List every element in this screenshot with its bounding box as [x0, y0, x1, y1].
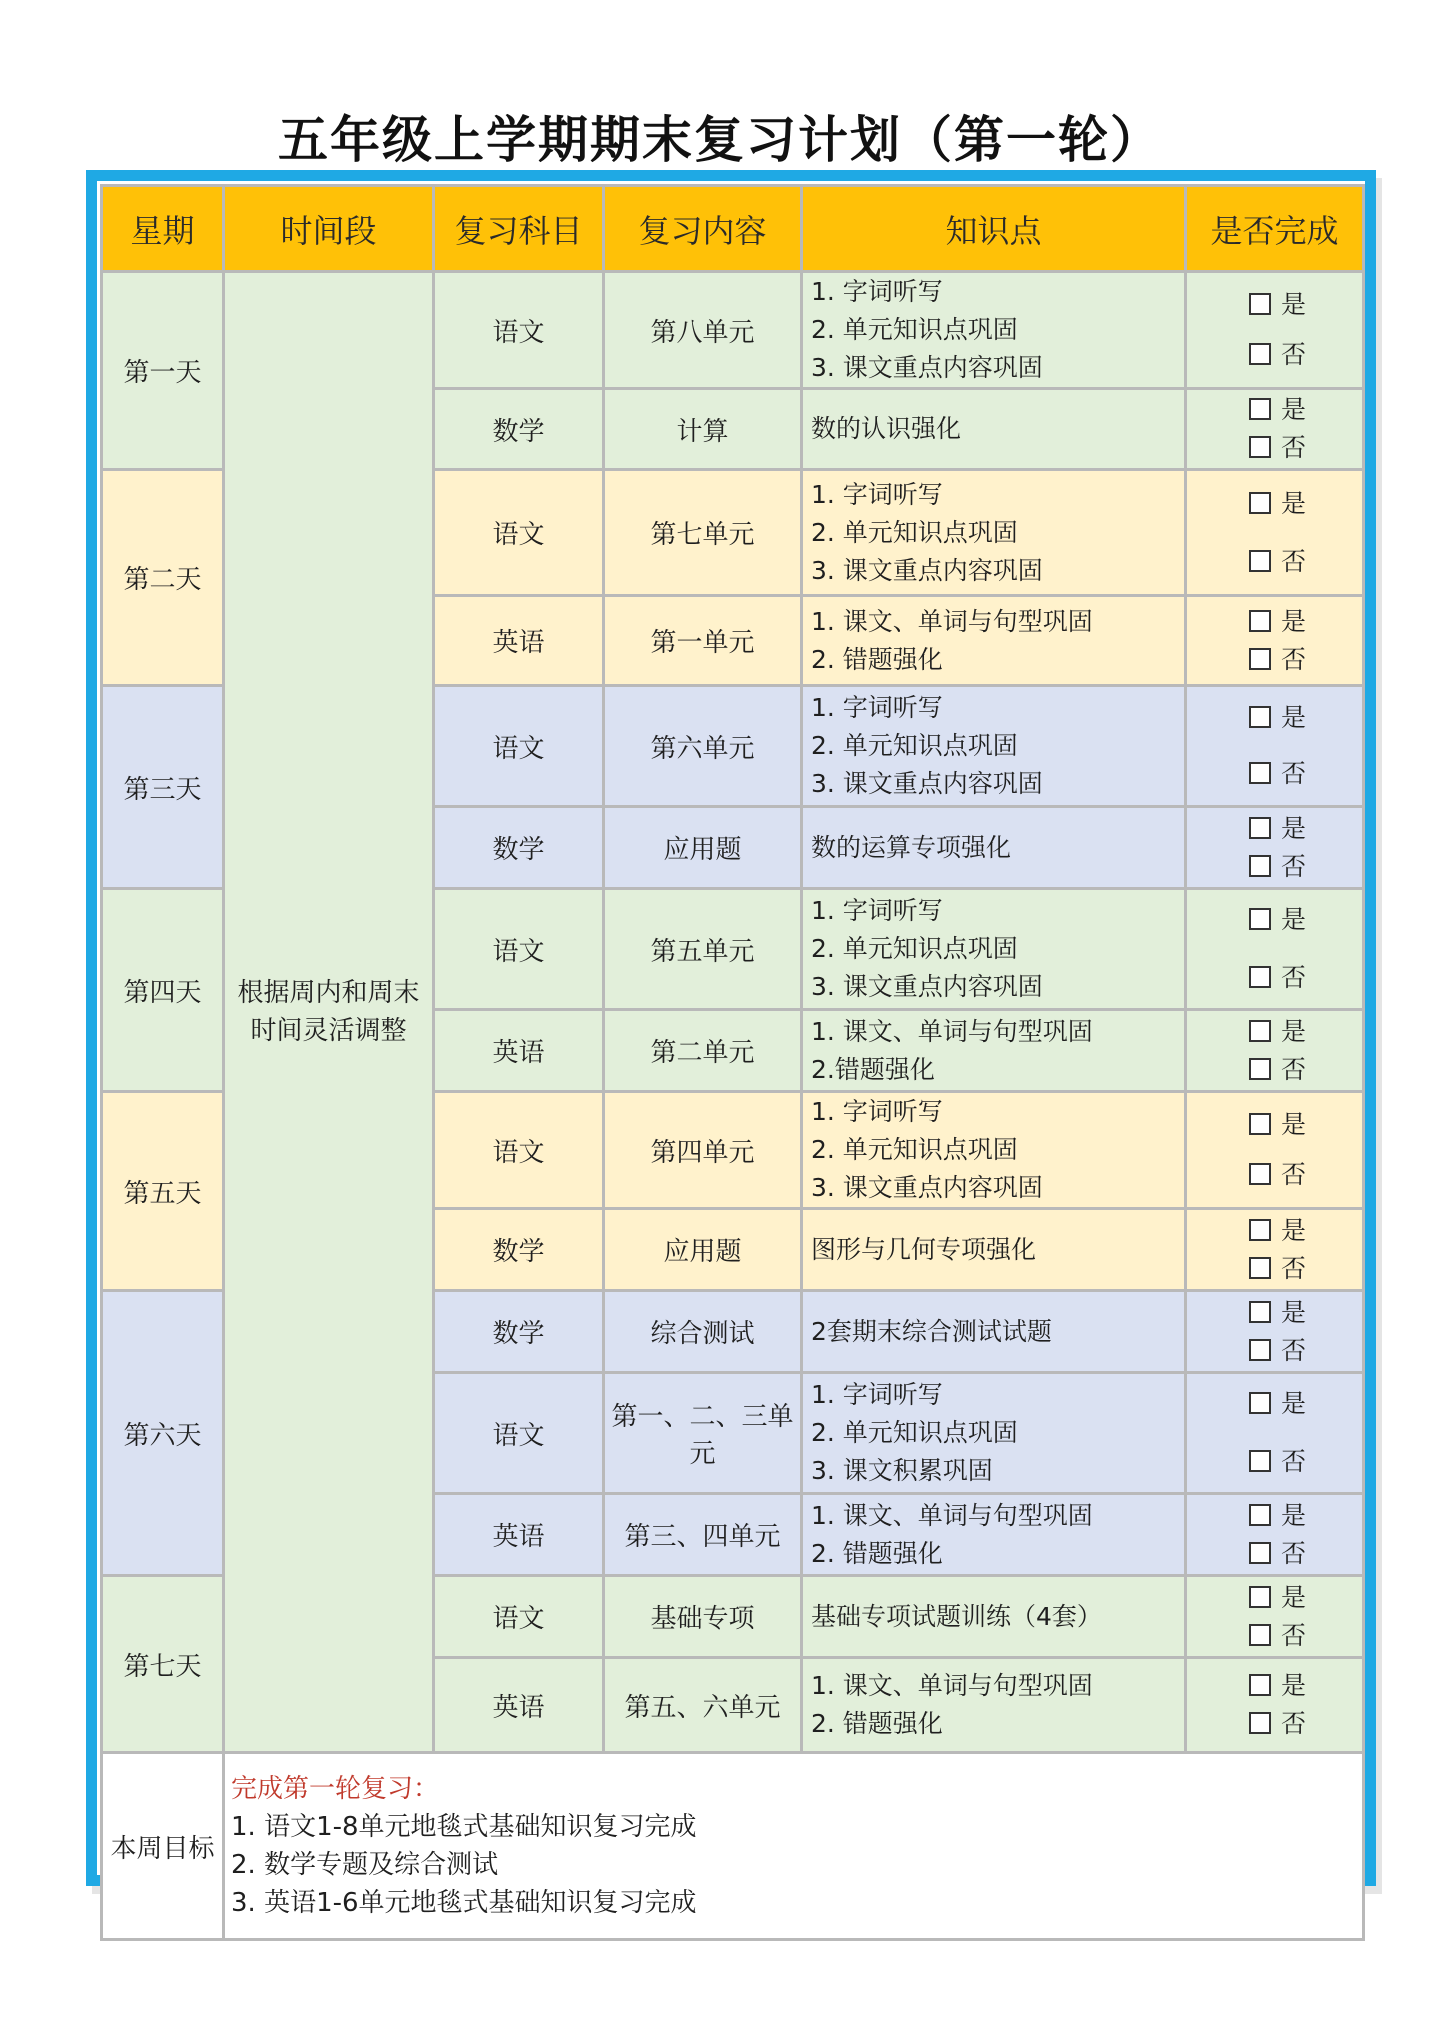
- checkbox[interactable]: [1249, 1339, 1271, 1361]
- knowledge-point: 1. 字词听写: [811, 1380, 943, 1409]
- content-cell: 第八单元: [604, 272, 802, 389]
- subject-cell: 英语: [434, 1658, 604, 1753]
- content-cell: 第一、二、三单元: [604, 1373, 802, 1494]
- checkbox[interactable]: [1249, 398, 1271, 420]
- knowledge-point: 1. 字词听写: [811, 693, 943, 722]
- knowledge-point: 1. 字词听写: [811, 1097, 943, 1126]
- knowledge-point: 图形与几何专项强化: [811, 1234, 1037, 1264]
- header-subject: 复习科目: [434, 186, 604, 272]
- checkbox-label: 否: [1281, 1253, 1307, 1283]
- knowledge-points-cell: [802, 272, 1186, 389]
- completion-cell: [1186, 596, 1364, 686]
- knowledge-point: 数的认识强化: [811, 414, 962, 443]
- knowledge-point: 3. 课文重点内容巩固: [811, 769, 1043, 798]
- completed-yes-option[interactable]: [1249, 1106, 1362, 1144]
- knowledge-points-cell: [802, 1658, 1186, 1753]
- knowledge-points-cell: [802, 1209, 1186, 1291]
- knowledge-points-cell: [802, 889, 1186, 1010]
- completed-yes-option[interactable]: [1249, 699, 1362, 737]
- checkbox-label: 否: [1281, 1709, 1307, 1738]
- completion-cell: [1186, 686, 1364, 807]
- knowledge-points-cell: [802, 686, 1186, 807]
- checkbox[interactable]: [1249, 436, 1271, 458]
- goal-item: 3. 英语1-6单元地毯式基础知识复习完成: [231, 1888, 697, 1918]
- review-plan-table: [100, 184, 1365, 1941]
- goal-item: 1. 语文1-8单元地毯式基础知识复习完成: [231, 1812, 697, 1842]
- completion-cell: [1186, 889, 1364, 1010]
- checkbox[interactable]: [1249, 706, 1271, 728]
- subject-cell: 语文: [434, 1092, 604, 1209]
- completed-no-option[interactable]: [1249, 429, 1362, 467]
- header-weekday: 星期: [102, 186, 224, 272]
- knowledge-point: 1. 课文、单词与句型巩固: [811, 1500, 1093, 1530]
- completed-yes-option[interactable]: [1249, 810, 1362, 848]
- content-cell: 第七单元: [604, 470, 802, 596]
- knowledge-point: 3. 课文重点内容巩固: [811, 555, 1043, 585]
- goal-item: 2. 数学专题及综合测试: [231, 1850, 499, 1880]
- checkbox-label: 否: [1281, 1538, 1307, 1568]
- time-slot-cell: [224, 272, 434, 1753]
- checkbox[interactable]: [1249, 1392, 1271, 1414]
- checkbox-label: 否: [1281, 1054, 1307, 1084]
- content-cell: 应用题: [604, 807, 802, 889]
- subject-cell: 数学: [434, 1209, 604, 1291]
- checkbox-label: 是: [1281, 395, 1307, 424]
- checkbox-label: 否: [1281, 1620, 1307, 1650]
- content-cell: 第五单元: [604, 889, 802, 1010]
- checkbox[interactable]: [1249, 293, 1271, 315]
- header-completed: 是否完成: [1186, 186, 1364, 272]
- checkbox[interactable]: [1249, 1542, 1271, 1564]
- knowledge-points-cell: [802, 1576, 1186, 1658]
- goal-content: [224, 1753, 1364, 1940]
- checkbox-label: 是: [1281, 1671, 1307, 1700]
- checkbox[interactable]: [1249, 1301, 1271, 1323]
- knowledge-point: 1. 字词听写: [811, 896, 943, 925]
- checkbox[interactable]: [1249, 1450, 1271, 1472]
- completion-cell: [1186, 1373, 1364, 1494]
- completion-cell: [1186, 807, 1364, 889]
- knowledge-point: 2.错题强化: [811, 1054, 935, 1084]
- checkbox-label: 是: [1281, 703, 1307, 732]
- checkbox[interactable]: [1249, 550, 1271, 572]
- completed-yes-option[interactable]: [1249, 1497, 1362, 1535]
- completed-no-option[interactable]: [1249, 1250, 1362, 1288]
- completed-yes-option[interactable]: [1249, 603, 1362, 641]
- knowledge-point: 2. 单元知识点巩固: [811, 1418, 1018, 1447]
- completed-yes-option[interactable]: [1249, 485, 1362, 523]
- header-knowledge-points: 知识点: [802, 186, 1186, 272]
- checkbox-label: 是: [1281, 1500, 1307, 1530]
- content-cell: 综合测试: [604, 1291, 802, 1373]
- completion-cell: [1186, 272, 1364, 389]
- checkbox[interactable]: [1249, 1586, 1271, 1608]
- checkbox-label: 否: [1281, 340, 1307, 369]
- subject-cell: 语文: [434, 1576, 604, 1658]
- checkbox[interactable]: [1249, 966, 1271, 988]
- completion-cell: [1186, 1291, 1364, 1373]
- weekly-goal-row: [102, 1753, 1364, 1940]
- content-cell: 第一单元: [604, 596, 802, 686]
- knowledge-point: 3. 课文重点内容巩固: [811, 353, 1043, 382]
- knowledge-points-cell: [802, 807, 1186, 889]
- subject-cell: 语文: [434, 889, 604, 1010]
- goal-label: 本周目标: [102, 1753, 224, 1940]
- checkbox[interactable]: [1249, 1712, 1271, 1734]
- page-title: 五年级上学期期末复习计划（第一轮）: [278, 111, 1162, 169]
- completion-cell: [1186, 389, 1364, 470]
- subject-cell: 数学: [434, 1291, 604, 1373]
- checkbox[interactable]: [1249, 1257, 1271, 1279]
- completed-yes-option[interactable]: [1249, 1579, 1362, 1617]
- completion-cell: [1186, 1209, 1364, 1291]
- subject-cell: 英语: [434, 1010, 604, 1092]
- completion-cell: [1186, 1494, 1364, 1576]
- subject-cell: 英语: [434, 596, 604, 686]
- completed-no-option[interactable]: [1249, 1617, 1362, 1655]
- completed-no-option[interactable]: [1249, 1051, 1362, 1089]
- checkbox-label: 是: [1281, 1389, 1307, 1418]
- checkbox[interactable]: [1249, 908, 1271, 930]
- header-content: 复习内容: [604, 186, 802, 272]
- checkbox-label: 否: [1281, 759, 1307, 788]
- completed-yes-option[interactable]: [1249, 286, 1362, 324]
- day-label: 第二天: [102, 470, 224, 686]
- checkbox-label: 否: [1281, 1335, 1307, 1365]
- knowledge-points-cell: [802, 1010, 1186, 1092]
- header-row: [102, 186, 1364, 272]
- completed-no-option[interactable]: [1249, 1332, 1362, 1370]
- checkbox[interactable]: [1249, 762, 1271, 784]
- checkbox-label: 是: [1281, 1297, 1307, 1327]
- completed-yes-option[interactable]: [1249, 1212, 1362, 1250]
- completed-no-option[interactable]: [1249, 543, 1362, 581]
- knowledge-point: 数的运算专项强化: [811, 832, 1012, 862]
- day-label: 第三天: [102, 686, 224, 889]
- knowledge-point: 2. 错题强化: [811, 1709, 943, 1738]
- knowledge-point: 2. 单元知识点巩固: [811, 517, 1018, 547]
- completed-yes-option[interactable]: [1249, 1013, 1362, 1051]
- completed-no-option[interactable]: [1249, 848, 1362, 886]
- subject-cell: 数学: [434, 389, 604, 470]
- knowledge-point: 2. 错题强化: [811, 644, 943, 674]
- knowledge-points-cell: [802, 470, 1186, 596]
- checkbox[interactable]: [1249, 1219, 1271, 1241]
- knowledge-points-cell: [802, 1092, 1186, 1209]
- completion-cell: [1186, 470, 1364, 596]
- knowledge-point: 3. 课文重点内容巩固: [811, 972, 1043, 1001]
- knowledge-point: 1. 课文、单词与句型巩固: [811, 1016, 1093, 1046]
- subject-cell: 数学: [434, 807, 604, 889]
- knowledge-points-cell: [802, 1291, 1186, 1373]
- knowledge-point: 3. 课文积累巩固: [811, 1456, 993, 1485]
- checkbox[interactable]: [1249, 1504, 1271, 1526]
- checkbox-label: 是: [1281, 813, 1307, 843]
- completed-no-option[interactable]: [1249, 755, 1362, 793]
- checkbox-label: 是: [1281, 1215, 1307, 1245]
- checkbox-label: 是: [1281, 905, 1307, 934]
- checkbox[interactable]: [1249, 1020, 1271, 1042]
- completion-cell: [1186, 1576, 1364, 1658]
- checkbox-label: 否: [1281, 433, 1307, 462]
- checkbox-label: 是: [1281, 290, 1307, 319]
- checkbox[interactable]: [1249, 610, 1271, 632]
- completion-cell: [1186, 1658, 1364, 1753]
- knowledge-point: 2. 单元知识点巩固: [811, 315, 1018, 344]
- day-label: 第四天: [102, 889, 224, 1092]
- checkbox-label: 否: [1281, 1160, 1307, 1189]
- day-label: 第六天: [102, 1291, 224, 1576]
- content-cell: 应用题: [604, 1209, 802, 1291]
- knowledge-point: 1. 字词听写: [811, 479, 943, 509]
- checkbox-label: 否: [1281, 644, 1307, 674]
- content-cell: 第三、四单元: [604, 1494, 802, 1576]
- checkbox-label: 是: [1281, 488, 1307, 518]
- header-time-slot: 时间段: [224, 186, 434, 272]
- knowledge-points-cell: [802, 1494, 1186, 1576]
- knowledge-point: 2. 单元知识点巩固: [811, 731, 1018, 760]
- knowledge-point: 1. 课文、单词与句型巩固: [811, 1671, 1093, 1700]
- completed-no-option[interactable]: [1249, 1443, 1362, 1481]
- completion-cell: [1186, 1010, 1364, 1092]
- completed-yes-option[interactable]: [1249, 391, 1362, 429]
- day-label: 第五天: [102, 1092, 224, 1291]
- completed-yes-option[interactable]: [1249, 1667, 1362, 1705]
- content-cell: 第六单元: [604, 686, 802, 807]
- completion-cell: [1186, 1092, 1364, 1209]
- completed-no-option[interactable]: [1249, 959, 1362, 997]
- checkbox-label: 否: [1281, 1447, 1307, 1476]
- subject-cell: 语文: [434, 1373, 604, 1494]
- checkbox-label: 否: [1281, 963, 1307, 992]
- checkbox-label: 是: [1281, 1110, 1307, 1139]
- knowledge-points-cell: [802, 596, 1186, 686]
- completed-no-option[interactable]: [1249, 1535, 1362, 1573]
- content-cell: 计算: [604, 389, 802, 470]
- completed-yes-option[interactable]: [1249, 1294, 1362, 1332]
- checkbox[interactable]: [1249, 1674, 1271, 1696]
- subject-cell: 语文: [434, 272, 604, 389]
- goal-heading: 完成第一轮复习：: [231, 1774, 440, 1804]
- checkbox-label: 否: [1281, 546, 1307, 576]
- checkbox[interactable]: [1249, 855, 1271, 877]
- completed-no-option[interactable]: [1249, 1156, 1362, 1194]
- knowledge-points-cell: [802, 1373, 1186, 1494]
- checkbox[interactable]: [1249, 1163, 1271, 1185]
- checkbox[interactable]: [1249, 1624, 1271, 1646]
- content-cell: 第四单元: [604, 1092, 802, 1209]
- completed-yes-option[interactable]: [1249, 1385, 1362, 1423]
- knowledge-point: 1. 课文、单词与句型巩固: [811, 606, 1093, 636]
- checkbox-label: 是: [1281, 606, 1307, 636]
- checkbox[interactable]: [1249, 1058, 1271, 1080]
- content-cell: 基础专项: [604, 1576, 802, 1658]
- day-label: 第七天: [102, 1576, 224, 1753]
- completed-no-option[interactable]: [1249, 1705, 1362, 1743]
- knowledge-point: 1. 字词听写: [811, 277, 943, 306]
- knowledge-point: 2套期末综合测试试题: [811, 1316, 1052, 1346]
- subject-cell: 语文: [434, 470, 604, 596]
- checkbox[interactable]: [1249, 648, 1271, 670]
- content-cell: 第五、六单元: [604, 1658, 802, 1753]
- subject-cell: 英语: [434, 1494, 604, 1576]
- checkbox-label: 是: [1281, 1016, 1307, 1046]
- checkbox[interactable]: [1249, 343, 1271, 365]
- checkbox-label: 是: [1281, 1582, 1307, 1612]
- completed-no-option[interactable]: [1249, 336, 1362, 374]
- content-cell: 第二单元: [604, 1010, 802, 1092]
- checkbox[interactable]: [1249, 1113, 1271, 1135]
- knowledge-point: 2. 单元知识点巩固: [811, 934, 1018, 963]
- knowledge-points-cell: [802, 389, 1186, 470]
- checkbox-label: 否: [1281, 851, 1307, 881]
- checkbox[interactable]: [1249, 817, 1271, 839]
- completed-yes-option[interactable]: [1249, 901, 1362, 939]
- subject-cell: 语文: [434, 686, 604, 807]
- knowledge-point: 3. 课文重点内容巩固: [811, 1173, 1043, 1202]
- day-label: 第一天: [102, 272, 224, 470]
- knowledge-point: 基础专项试题训练（4套）: [811, 1601, 1102, 1631]
- checkbox[interactable]: [1249, 492, 1271, 514]
- time-slot-line: 根据周内和周末: [237, 978, 420, 1008]
- knowledge-point: 2. 单元知识点巩固: [811, 1135, 1018, 1164]
- time-slot-line: 时间灵活调整: [250, 1016, 407, 1046]
- table-row: [102, 272, 1364, 389]
- knowledge-point: 2. 错题强化: [811, 1538, 943, 1568]
- completed-no-option[interactable]: [1249, 641, 1362, 679]
